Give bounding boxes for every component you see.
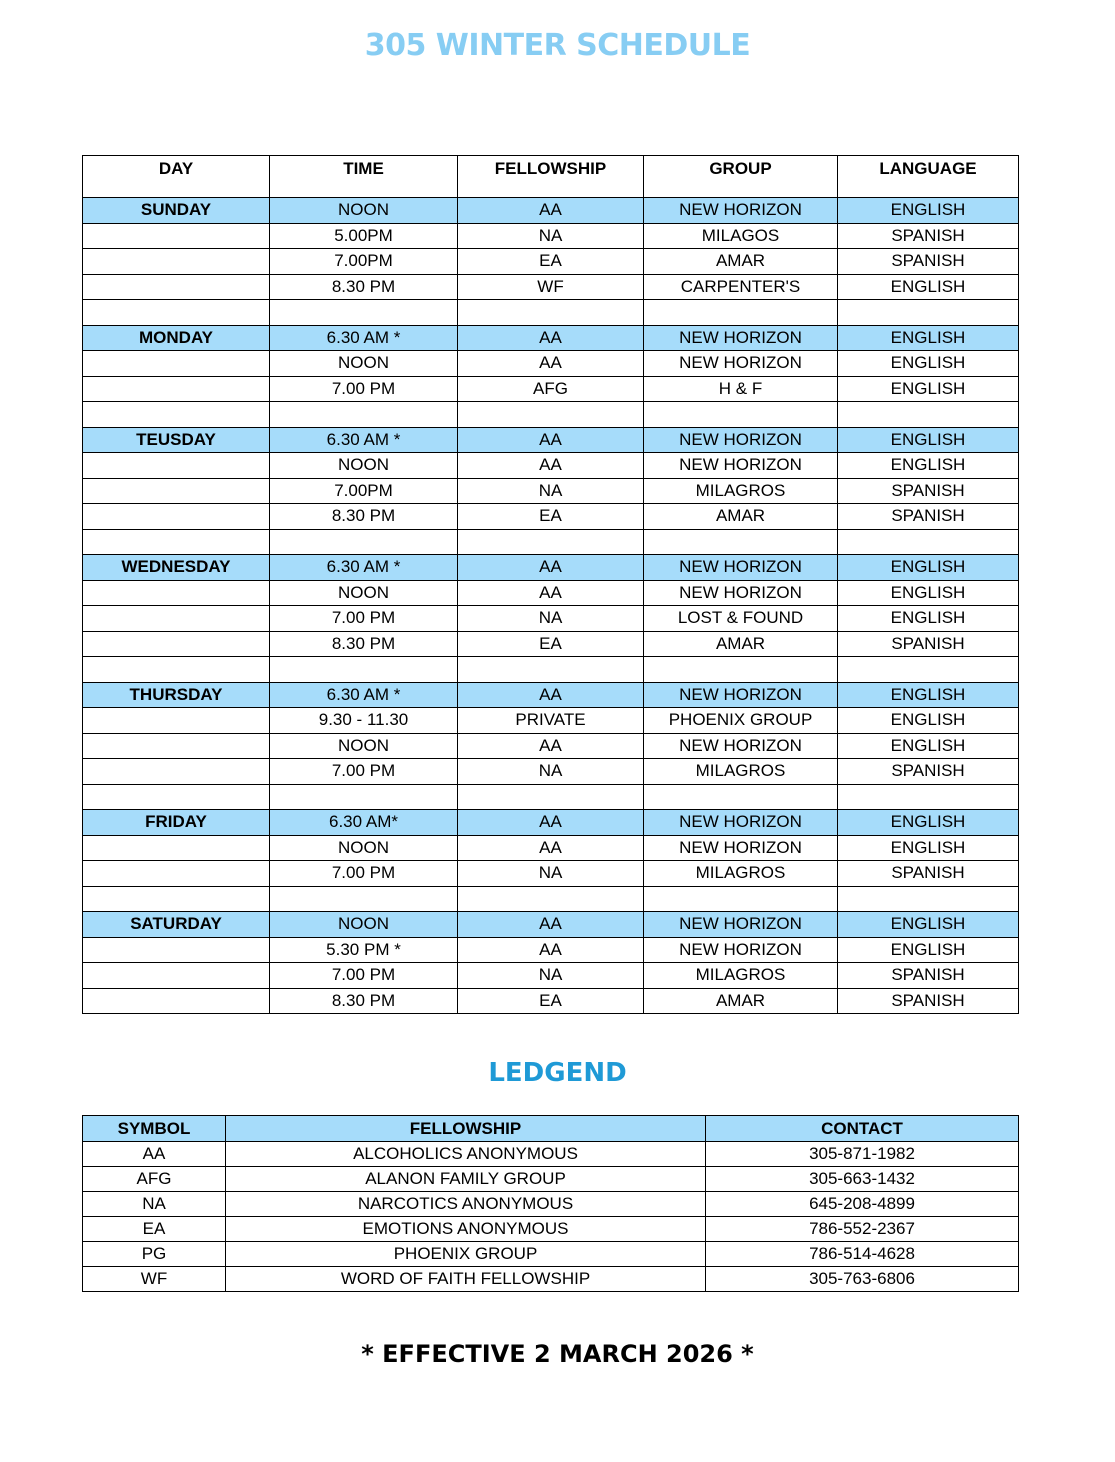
schedule-cell-language: ENGLISH xyxy=(838,453,1019,479)
schedule-cell-group: NEW HORIZON xyxy=(644,580,838,606)
legend-cell-fellowship: EMOTIONS ANONYMOUS xyxy=(226,1217,706,1242)
schedule-cell-day: MONDAY xyxy=(83,325,270,351)
schedule-cell-language: ENGLISH xyxy=(838,682,1019,708)
schedule-cell-fellowship xyxy=(458,529,644,555)
schedule-cell-time: 7.00 PM xyxy=(270,861,458,887)
schedule-cell-fellowship: AFG xyxy=(458,376,644,402)
legend-header-contact: CONTACT xyxy=(706,1116,1019,1142)
schedule-cell-day: THURSDAY xyxy=(83,682,270,708)
schedule-cell-day xyxy=(83,606,270,632)
schedule-cell-time: 6.30 AM* xyxy=(270,810,458,836)
schedule-cell-fellowship: AA xyxy=(458,682,644,708)
schedule-cell-group: LOST & FOUND xyxy=(644,606,838,632)
schedule-row xyxy=(83,682,1019,708)
schedule-cell-fellowship: NA xyxy=(458,861,644,887)
schedule-row xyxy=(83,325,1019,351)
schedule-cell-day xyxy=(83,249,270,275)
legend-cell-fellowship: ALANON FAMILY GROUP xyxy=(226,1167,706,1192)
schedule-cell-time: 8.30 PM xyxy=(270,631,458,657)
schedule-cell-time xyxy=(270,657,458,683)
legend-cell-contact: 305-763-6806 xyxy=(706,1267,1019,1292)
schedule-cell-language: ENGLISH xyxy=(838,274,1019,300)
legend-cell-symbol: WF xyxy=(83,1267,226,1292)
schedule-cell-time: 6.30 AM * xyxy=(270,555,458,581)
header-day: DAY xyxy=(83,156,270,198)
schedule-cell-day xyxy=(83,657,270,683)
schedule-cell-day xyxy=(83,631,270,657)
legend-body xyxy=(83,1142,1019,1292)
schedule-cell-group: MILAGROS xyxy=(644,963,838,989)
schedule-cell-group: AMAR xyxy=(644,631,838,657)
schedule-cell-group: NEW HORIZON xyxy=(644,453,838,479)
schedule-cell-group: AMAR xyxy=(644,504,838,530)
schedule-cell-time: NOON xyxy=(270,835,458,861)
schedule-cell-fellowship xyxy=(458,784,644,810)
header-fellowship: FELLOWSHIP xyxy=(458,156,644,198)
schedule-cell-fellowship: AA xyxy=(458,427,644,453)
legend-cell-contact: 305-871-1982 xyxy=(706,1142,1019,1167)
schedule-cell-day xyxy=(83,274,270,300)
schedule-cell-group: H & F xyxy=(644,376,838,402)
schedule-cell-fellowship: AA xyxy=(458,733,644,759)
schedule-cell-group: NEW HORIZON xyxy=(644,325,838,351)
schedule-cell-fellowship: AA xyxy=(458,198,644,224)
schedule-cell-fellowship: NA xyxy=(458,606,644,632)
schedule-cell-day xyxy=(83,988,270,1014)
schedule-cell-group: NEW HORIZON xyxy=(644,351,838,377)
schedule-cell-time: 6.30 AM * xyxy=(270,427,458,453)
header-time: TIME xyxy=(270,156,458,198)
schedule-cell-time xyxy=(270,886,458,912)
schedule-cell-fellowship: AA xyxy=(458,912,644,938)
schedule-cell-day xyxy=(83,223,270,249)
schedule-row xyxy=(83,606,1019,632)
schedule-row xyxy=(83,835,1019,861)
schedule-row xyxy=(83,376,1019,402)
legend-cell-fellowship: NARCOTICS ANONYMOUS xyxy=(226,1192,706,1217)
schedule-cell-language xyxy=(838,300,1019,326)
schedule-cell-time: 7.00PM xyxy=(270,478,458,504)
schedule-cell-group: MILAGROS xyxy=(644,759,838,785)
schedule-cell-fellowship: AA xyxy=(458,351,644,377)
schedule-cell-time xyxy=(270,784,458,810)
schedule-cell-day: SATURDAY xyxy=(83,912,270,938)
schedule-cell-language: ENGLISH xyxy=(838,835,1019,861)
schedule-row xyxy=(83,555,1019,581)
legend-header-row xyxy=(83,1116,1019,1142)
schedule-cell-language: ENGLISH xyxy=(838,198,1019,224)
schedule-row xyxy=(83,657,1019,683)
header-group: GROUP xyxy=(644,156,838,198)
schedule-cell-day xyxy=(83,963,270,989)
schedule-cell-fellowship: NA xyxy=(458,963,644,989)
schedule-cell-time: 7.00 PM xyxy=(270,606,458,632)
schedule-row xyxy=(83,912,1019,938)
schedule-cell-group xyxy=(644,784,838,810)
schedule-row xyxy=(83,300,1019,326)
schedule-cell-day xyxy=(83,402,270,428)
legend-cell-symbol: NA xyxy=(83,1192,226,1217)
schedule-cell-time: NOON xyxy=(270,912,458,938)
schedule-cell-language: ENGLISH xyxy=(838,810,1019,836)
schedule-cell-fellowship: PRIVATE xyxy=(458,708,644,734)
schedule-cell-group: NEW HORIZON xyxy=(644,555,838,581)
schedule-row xyxy=(83,223,1019,249)
schedule-cell-language: SPANISH xyxy=(838,759,1019,785)
schedule-cell-time: 8.30 PM xyxy=(270,988,458,1014)
legend-cell-fellowship: WORD OF FAITH FELLOWSHIP xyxy=(226,1267,706,1292)
legend-cell-symbol: AA xyxy=(83,1142,226,1167)
schedule-row xyxy=(83,198,1019,224)
legend-cell-contact: 645-208-4899 xyxy=(706,1192,1019,1217)
schedule-cell-language: ENGLISH xyxy=(838,580,1019,606)
schedule-cell-language: ENGLISH xyxy=(838,733,1019,759)
schedule-row xyxy=(83,963,1019,989)
legend-cell-contact: 786-514-4628 xyxy=(706,1242,1019,1267)
schedule-row xyxy=(83,708,1019,734)
schedule-cell-fellowship xyxy=(458,300,644,326)
schedule-cell-time: NOON xyxy=(270,580,458,606)
schedule-cell-day xyxy=(83,708,270,734)
schedule-cell-fellowship: EA xyxy=(458,988,644,1014)
schedule-cell-language xyxy=(838,402,1019,428)
schedule-cell-time: 7.00 PM xyxy=(270,963,458,989)
schedule-row xyxy=(83,631,1019,657)
schedule-cell-group: NEW HORIZON xyxy=(644,682,838,708)
schedule-cell-fellowship xyxy=(458,402,644,428)
schedule-cell-time xyxy=(270,402,458,428)
schedule-cell-day xyxy=(83,759,270,785)
legend-row xyxy=(83,1192,1019,1217)
schedule-cell-day xyxy=(83,861,270,887)
schedule-cell-day: WEDNESDAY xyxy=(83,555,270,581)
schedule-cell-language: ENGLISH xyxy=(838,937,1019,963)
schedule-cell-day xyxy=(83,300,270,326)
schedule-cell-day xyxy=(83,351,270,377)
schedule-cell-day xyxy=(83,784,270,810)
schedule-row xyxy=(83,478,1019,504)
schedule-cell-fellowship: EA xyxy=(458,249,644,275)
schedule-cell-fellowship: AA xyxy=(458,580,644,606)
schedule-cell-group: NEW HORIZON xyxy=(644,810,838,836)
schedule-cell-day xyxy=(83,504,270,530)
effective-date-note: * EFFECTIVE 2 MARCH 2026 * xyxy=(361,1340,754,1368)
schedule-cell-language: ENGLISH xyxy=(838,606,1019,632)
schedule-cell-language: SPANISH xyxy=(838,861,1019,887)
legend-header-fellowship: FELLOWSHIP xyxy=(226,1116,706,1142)
legend-row xyxy=(83,1242,1019,1267)
schedule-cell-language: SPANISH xyxy=(838,504,1019,530)
schedule-cell-fellowship: AA xyxy=(458,937,644,963)
schedule-cell-fellowship xyxy=(458,657,644,683)
schedule-cell-fellowship: WF xyxy=(458,274,644,300)
schedule-cell-fellowship: AA xyxy=(458,555,644,581)
schedule-cell-language: SPANISH xyxy=(838,223,1019,249)
schedule-cell-day xyxy=(83,453,270,479)
schedule-cell-group xyxy=(644,300,838,326)
schedule-cell-group: MILAGROS xyxy=(644,478,838,504)
schedule-cell-group: MILAGOS xyxy=(644,223,838,249)
legend-cell-contact: 786-552-2367 xyxy=(706,1217,1019,1242)
schedule-cell-day: FRIDAY xyxy=(83,810,270,836)
schedule-cell-language xyxy=(838,784,1019,810)
schedule-cell-language xyxy=(838,886,1019,912)
schedule-cell-time: NOON xyxy=(270,453,458,479)
schedule-cell-language: ENGLISH xyxy=(838,912,1019,938)
schedule-row xyxy=(83,861,1019,887)
schedule-cell-time: 5.00PM xyxy=(270,223,458,249)
schedule-cell-fellowship: AA xyxy=(458,453,644,479)
schedule-row xyxy=(83,249,1019,275)
schedule-cell-group xyxy=(644,886,838,912)
schedule-cell-language: ENGLISH xyxy=(838,555,1019,581)
schedule-cell-group: NEW HORIZON xyxy=(644,835,838,861)
schedule-cell-time: NOON xyxy=(270,198,458,224)
schedule-cell-fellowship: AA xyxy=(458,835,644,861)
schedule-row xyxy=(83,427,1019,453)
schedule-cell-time: 7.00 PM xyxy=(270,376,458,402)
legend-cell-symbol: AFG xyxy=(83,1167,226,1192)
schedule-cell-fellowship: EA xyxy=(458,631,644,657)
schedule-cell-time: 6.30 AM * xyxy=(270,682,458,708)
schedule-row xyxy=(83,504,1019,530)
schedule-cell-time: 5.30 PM * xyxy=(270,937,458,963)
schedule-cell-group: NEW HORIZON xyxy=(644,912,838,938)
schedule-body xyxy=(83,198,1019,1014)
schedule-row xyxy=(83,529,1019,555)
legend-row xyxy=(83,1142,1019,1167)
schedule-cell-group: CARPENTER'S xyxy=(644,274,838,300)
schedule-cell-group: NEW HORIZON xyxy=(644,937,838,963)
legend-row xyxy=(83,1267,1019,1292)
legend-row xyxy=(83,1217,1019,1242)
schedule-row xyxy=(83,886,1019,912)
schedule-row xyxy=(83,937,1019,963)
schedule-cell-day xyxy=(83,835,270,861)
schedule-cell-fellowship: NA xyxy=(458,478,644,504)
schedule-cell-group: NEW HORIZON xyxy=(644,198,838,224)
schedule-cell-language: SPANISH xyxy=(838,249,1019,275)
schedule-cell-fellowship: NA xyxy=(458,223,644,249)
schedule-cell-language: ENGLISH xyxy=(838,708,1019,734)
legend-header-symbol: SYMBOL xyxy=(83,1116,226,1142)
legend-row xyxy=(83,1167,1019,1192)
schedule-cell-time: NOON xyxy=(270,733,458,759)
legend-cell-fellowship: ALCOHOLICS ANONYMOUS xyxy=(226,1142,706,1167)
schedule-cell-fellowship: AA xyxy=(458,810,644,836)
schedule-cell-group: NEW HORIZON xyxy=(644,427,838,453)
schedule-cell-language: SPANISH xyxy=(838,478,1019,504)
schedule-cell-group xyxy=(644,402,838,428)
header-language: LANGUAGE xyxy=(838,156,1019,198)
schedule-cell-time: 8.30 PM xyxy=(270,504,458,530)
schedule-cell-time: NOON xyxy=(270,351,458,377)
schedule-row xyxy=(83,733,1019,759)
schedule-cell-day xyxy=(83,580,270,606)
schedule-cell-group: NEW HORIZON xyxy=(644,733,838,759)
schedule-cell-day xyxy=(83,478,270,504)
schedule-cell-fellowship: AA xyxy=(458,325,644,351)
legend-cell-symbol: EA xyxy=(83,1217,226,1242)
schedule-cell-language: ENGLISH xyxy=(838,376,1019,402)
schedule-cell-day xyxy=(83,937,270,963)
schedule-cell-group xyxy=(644,529,838,555)
schedule-cell-time xyxy=(270,300,458,326)
schedule-row xyxy=(83,988,1019,1014)
schedule-header-row xyxy=(83,156,1019,198)
schedule-cell-language: SPANISH xyxy=(838,631,1019,657)
schedule-row xyxy=(83,351,1019,377)
schedule-cell-time: 9.30 - 11.30 xyxy=(270,708,458,734)
schedule-row xyxy=(83,810,1019,836)
schedule-row xyxy=(83,759,1019,785)
schedule-cell-time: 8.30 PM xyxy=(270,274,458,300)
legend-cell-contact: 305-663-1432 xyxy=(706,1167,1019,1192)
schedule-cell-time: 7.00 PM xyxy=(270,759,458,785)
legend-cell-fellowship: PHOENIX GROUP xyxy=(226,1242,706,1267)
page-title: 305 WINTER SCHEDULE xyxy=(364,28,751,63)
schedule-cell-language: SPANISH xyxy=(838,988,1019,1014)
schedule-row xyxy=(83,784,1019,810)
schedule-row xyxy=(83,580,1019,606)
schedule-cell-language xyxy=(838,657,1019,683)
schedule-cell-group: AMAR xyxy=(644,249,838,275)
schedule-cell-language: ENGLISH xyxy=(838,351,1019,377)
schedule-row xyxy=(83,453,1019,479)
schedule-cell-language: ENGLISH xyxy=(838,325,1019,351)
schedule-cell-language: SPANISH xyxy=(838,963,1019,989)
schedule-cell-fellowship: NA xyxy=(458,759,644,785)
schedule-cell-group: MILAGROS xyxy=(644,861,838,887)
schedule-cell-group: AMAR xyxy=(644,988,838,1014)
schedule-cell-group: PHOENIX GROUP xyxy=(644,708,838,734)
schedule-cell-language: ENGLISH xyxy=(838,427,1019,453)
schedule-cell-day xyxy=(83,886,270,912)
schedule-cell-time: 6.30 AM * xyxy=(270,325,458,351)
schedule-cell-day xyxy=(83,733,270,759)
schedule-row xyxy=(83,402,1019,428)
legend-title: LEDGEND xyxy=(488,1058,627,1088)
schedule-cell-day: SUNDAY xyxy=(83,198,270,224)
legend-table xyxy=(82,1115,1019,1292)
schedule-table xyxy=(82,155,1019,1014)
schedule-cell-day xyxy=(83,376,270,402)
schedule-cell-day xyxy=(83,529,270,555)
schedule-cell-time: 7.00PM xyxy=(270,249,458,275)
schedule-cell-fellowship: EA xyxy=(458,504,644,530)
schedule-cell-time xyxy=(270,529,458,555)
schedule-cell-day: TEUSDAY xyxy=(83,427,270,453)
schedule-cell-group xyxy=(644,657,838,683)
legend-cell-symbol: PG xyxy=(83,1242,226,1267)
schedule-cell-fellowship xyxy=(458,886,644,912)
schedule-row xyxy=(83,274,1019,300)
schedule-cell-language xyxy=(838,529,1019,555)
